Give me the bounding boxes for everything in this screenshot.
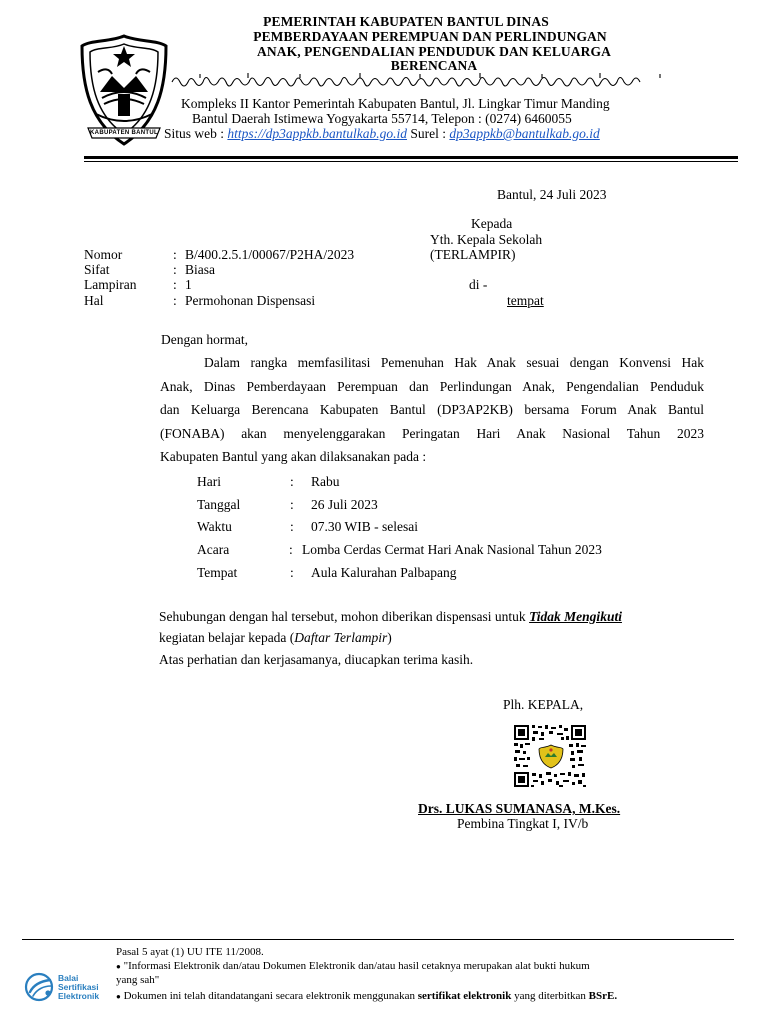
- javanese-script-line: [170, 70, 690, 88]
- detail-label-waktu: Waktu: [197, 519, 232, 534]
- meta-value-sifat: Biasa: [185, 262, 215, 277]
- bsre-text-2: Sertifikasi: [58, 982, 99, 992]
- bsre-logo-icon: [24, 972, 56, 1002]
- body-line-4: (FONABA) akan menyelenggarakan Peringatan Hari Anak Nasional Tahun 2023: [160, 425, 704, 441]
- detail-label-hari: Hari: [197, 474, 221, 489]
- meta-sep-hal: :: [173, 293, 177, 308]
- address-line-2: Bantul Daerah Istimewa Yogyakarta 55714, Telepon : (0274) 6460055: [192, 111, 572, 126]
- detail-value-waktu: 07.30 WIB - selesai: [311, 519, 418, 534]
- footer-divider: [22, 939, 734, 940]
- meta-sep-nomor: :: [173, 247, 177, 262]
- meta-label-hal: Hal: [84, 293, 104, 308]
- footer-bullet-1-cont: yang sah": [116, 974, 160, 986]
- body-line-3: dan Keluarga Berencana Kabupaten Bantul (DP3AP2KB) bersama Forum Anak Bantul: [160, 402, 704, 417]
- detail-sep-tanggal: :: [290, 497, 294, 512]
- signatory-name: Drs. LUKAS SUMANASA, M.Kes.: [418, 801, 621, 816]
- closing-line-2: kegiatan belajar kepada (Daftar Terlampir): [159, 630, 392, 645]
- signature-qr-code: [513, 724, 587, 788]
- detail-label-tanggal: Tanggal: [197, 497, 241, 512]
- salutation: Dengan hormat,: [161, 332, 248, 347]
- meta-value-lampiran: 1: [185, 277, 192, 292]
- footer-bullet-2: ● Dokumen ini telah ditandatangani secara elektronik menggunakan sertifikat elektronik yang diterbitkan BSrE.: [116, 990, 618, 1002]
- letterhead-divider-thin: [84, 161, 738, 162]
- email-link[interactable]: dp3appkb@bantulkab.go.id: [449, 126, 600, 141]
- email-label: Surel :: [407, 126, 450, 141]
- recipient-kepada: Kepada: [471, 216, 513, 231]
- letterhead-title-1: PEMERINTAH KABUPATEN BANTUL DINAS: [263, 14, 549, 29]
- body-line-5: Kabupaten Bantul yang akan dilaksanakan pada :: [160, 449, 427, 464]
- footer-bullet-1: ● "Informasi Elektronik dan/atau Dokumen Elektronik dan/atau hasil cetaknya merupakan alat bukti hukum: [116, 960, 590, 972]
- detail-label-acara: Acara: [197, 542, 230, 557]
- web-label: Situs web :: [164, 126, 228, 141]
- daftar-terlampir: Daftar Terlampir: [294, 630, 388, 645]
- contact-line: [164, 126, 600, 142]
- bullet-icon: ●: [116, 962, 121, 971]
- body-paragraph: [160, 351, 704, 469]
- recipient-di: di -: [469, 277, 488, 292]
- detail-sep-waktu: :: [290, 519, 294, 534]
- detail-sep-hari: :: [290, 474, 294, 489]
- signatory-rank: Pembina Tingkat I, IV/b: [457, 816, 589, 831]
- body-line-1: Dalam rangka memfasilitasi Pemenuhan Hak Anak sesuai dengan Konvensi Hak: [204, 355, 704, 370]
- letterhead-title-2: PEMBERDAYAAN PEREMPUAN DAN PERLINDUNGAN: [253, 29, 607, 44]
- meta-value-nomor: B/400.2.5.1/00067/P2HA/2023: [185, 247, 355, 262]
- meta-label-sifat: Sifat: [84, 262, 110, 277]
- body-line-2: Anak, Dinas Pemberdayaan Perempuan dan Perlindungan Anak, Pengendalian Penduduk: [160, 378, 704, 394]
- letterhead-divider-thick: [84, 156, 738, 159]
- letterhead-title-3: ANAK, PENGENDALIAN PENDUDUK DAN KELUARGA: [257, 44, 611, 59]
- recipient-tempat: tempat: [507, 293, 544, 308]
- letterhead-title-4: BERENCANA: [390, 58, 478, 73]
- tidak-mengikuti-emphasis: Tidak Mengikuti: [529, 609, 622, 624]
- meta-sep-lampiran: :: [173, 277, 177, 292]
- detail-value-hari: Rabu: [311, 474, 340, 489]
- detail-value-tempat: Aula Kalurahan Palbapang: [311, 565, 457, 580]
- meta-label-nomor: Nomor: [84, 247, 123, 262]
- closing-line-1: Sehubungan dengan hal tersebut, mohon diberikan dispensasi untuk Tidak Mengikuti: [159, 609, 622, 624]
- detail-sep-acara: :: [289, 542, 293, 557]
- detail-value-acara: Lomba Cerdas Cermat Hari Anak Nasional Tahun 2023: [302, 542, 602, 557]
- recipient-lampir: (TERLAMPIR): [430, 247, 516, 262]
- bullet-icon: ●: [116, 992, 121, 1001]
- website-link[interactable]: https://dp3appkb.bantulkab.go.id: [227, 126, 408, 141]
- detail-value-tanggal: 26 Juli 2023: [311, 497, 378, 512]
- detail-label-tempat: Tempat: [197, 565, 238, 580]
- meta-label-lampiran: Lampiran: [84, 277, 137, 292]
- bsre-text-1: Balai: [58, 973, 79, 983]
- bsre-text-3: Elektronik: [58, 991, 100, 1001]
- meta-value-hal: Permohonan Dispensasi: [185, 293, 316, 308]
- place-date: Bantul, 24 Juli 2023: [497, 187, 607, 202]
- detail-sep-tempat: :: [290, 565, 294, 580]
- signature-role: Plh. KEPALA,: [503, 697, 584, 712]
- closing-line-3: Atas perhatian dan kerjasamanya, diucapkan terima kasih.: [159, 652, 474, 667]
- address-line-1: Kompleks II Kantor Pemerintah Kabupaten Bantul, Jl. Lingkar Timur Manding: [181, 96, 610, 111]
- footer-law: Pasal 5 ayat (1) UU ITE 11/2008.: [116, 946, 264, 958]
- recipient-yth: Yth. Kepala Sekolah: [430, 232, 543, 247]
- meta-sep-sifat: :: [173, 262, 177, 277]
- logo-ribbon-text: KABUPATEN BANTUL: [90, 130, 158, 136]
